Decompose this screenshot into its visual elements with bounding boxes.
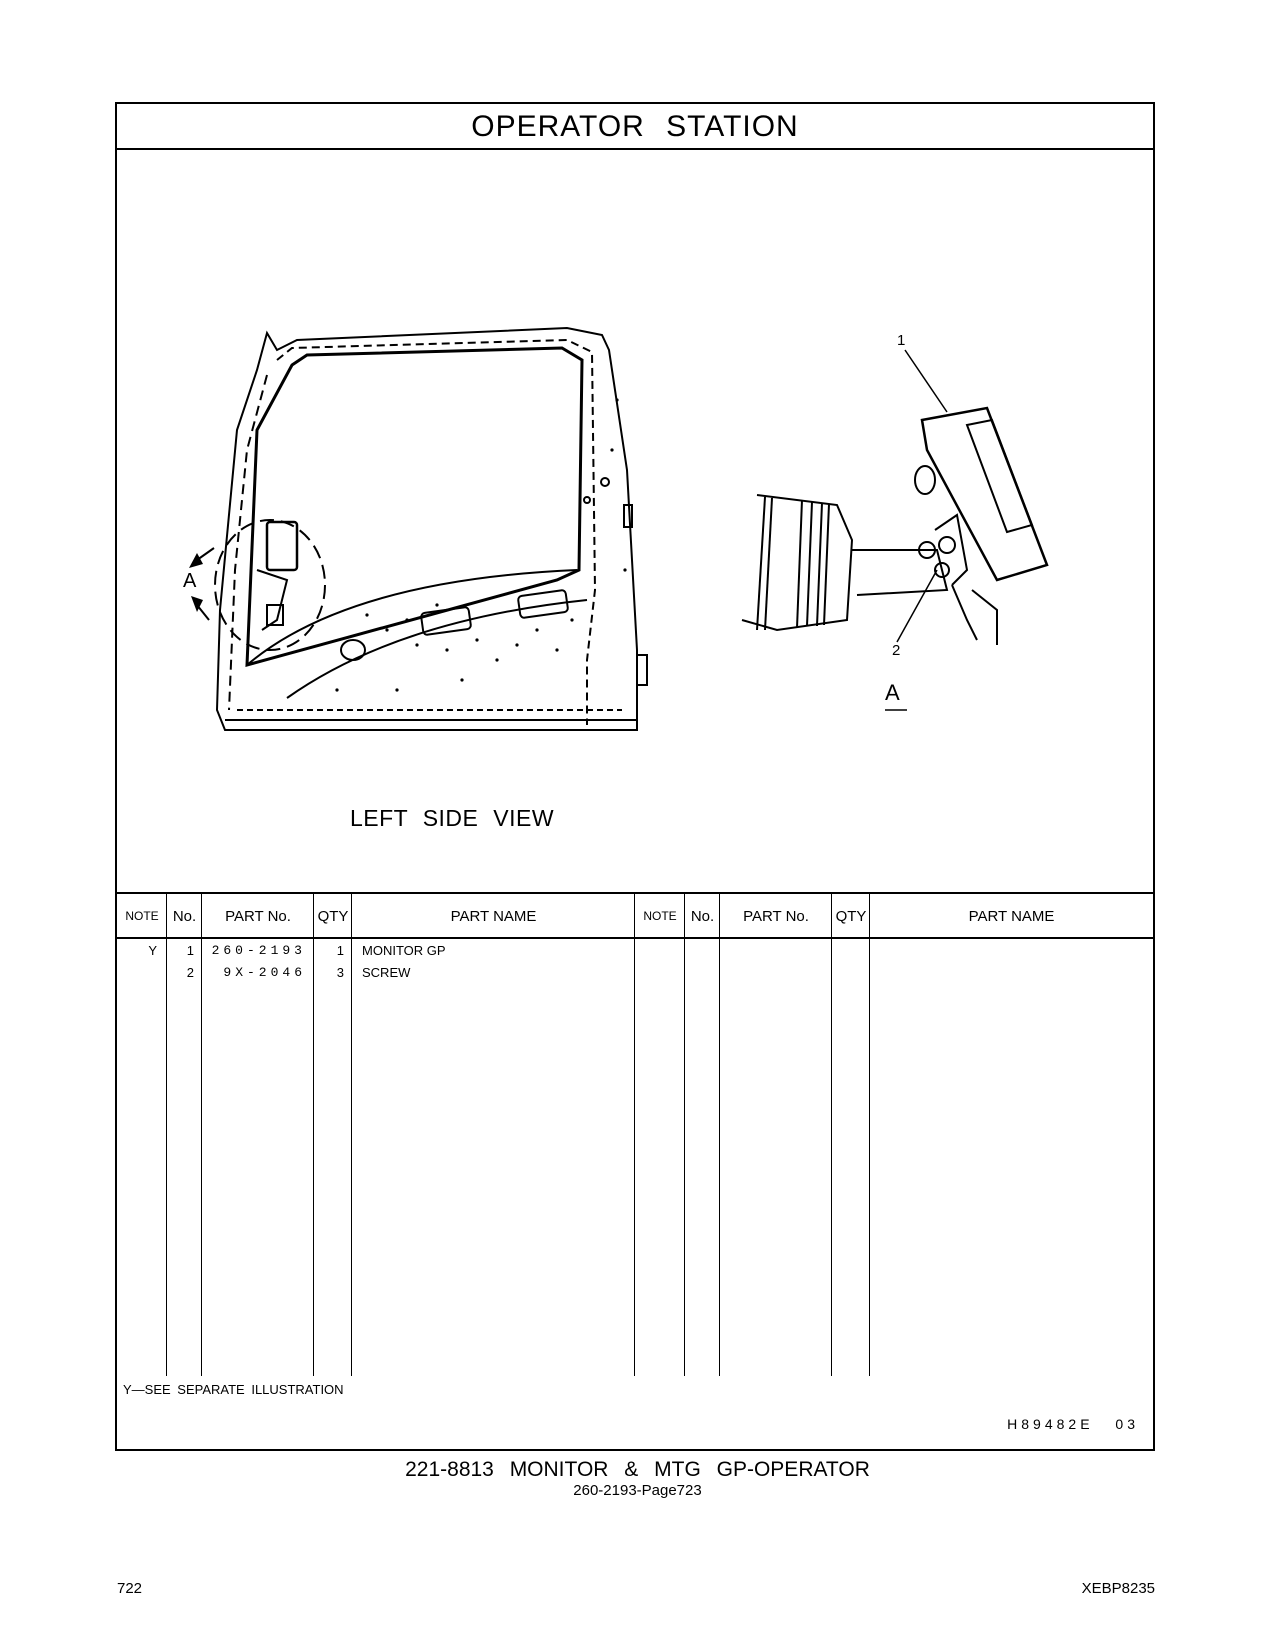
row-qty: 1: [336, 943, 344, 958]
header-no: No.: [172, 908, 197, 925]
view-label: LEFT SIDE VIEW: [350, 805, 555, 831]
row-qty: 3: [336, 965, 344, 980]
operator-cab-drawing: [117, 150, 1153, 892]
footnote: Y—SEE SEPARATE ILLUSTRATION: [123, 1382, 344, 1397]
detail-letter-inset: A: [885, 680, 900, 705]
row-part-no: 9X-2046: [223, 965, 306, 980]
table-header-row: [635, 894, 1153, 939]
header-part-name: PART NAME: [450, 908, 537, 925]
header-part-no: PART No.: [225, 908, 291, 925]
row-no: 1: [186, 943, 194, 958]
parts-list-table: [117, 892, 1153, 1376]
row-note: [117, 962, 157, 984]
row-part-name: MONITOR GP: [362, 943, 446, 958]
table-row: [117, 940, 635, 962]
callout-2: 2: [892, 642, 901, 659]
col-qty: [832, 894, 870, 1376]
row-part-name: SCREW: [362, 965, 411, 980]
header-qty: QTY: [317, 908, 349, 925]
row-no: 2: [186, 965, 194, 980]
page-title: OPERATOR STATION: [117, 104, 1153, 150]
parts-table-left: [117, 894, 635, 1376]
row-note: Y: [148, 943, 157, 958]
group-subcaption: 260-2193-Page723: [573, 1482, 702, 1499]
group-caption: 221-8813 MONITOR & MTG GP-OPERATOR: [405, 1458, 870, 1481]
illustration-code: H89482E 03: [1007, 1416, 1139, 1432]
document-id: XEBP8235: [1081, 1580, 1155, 1597]
header-note: NOTE: [643, 909, 677, 923]
row-part-no: 260-2193: [211, 943, 306, 958]
table-header-row: [117, 894, 635, 939]
parts-illustration: [117, 150, 1153, 892]
header-no: No.: [690, 908, 715, 925]
table-row: [117, 962, 635, 984]
header-part-no: PART No.: [743, 908, 809, 925]
col-part-name: [870, 894, 1153, 1376]
col-part-no: [720, 894, 832, 1376]
callout-1: 1: [897, 332, 906, 349]
page-number: 722: [117, 1580, 143, 1597]
parts-page-frame: [115, 102, 1155, 1451]
col-no: [685, 894, 720, 1376]
detail-letter-main: A: [183, 570, 197, 592]
header-qty: QTY: [835, 908, 867, 925]
header-part-name: PART NAME: [968, 908, 1055, 925]
header-note: NOTE: [125, 909, 159, 923]
col-note: [635, 894, 685, 1376]
parts-table-right: [635, 894, 1153, 1376]
